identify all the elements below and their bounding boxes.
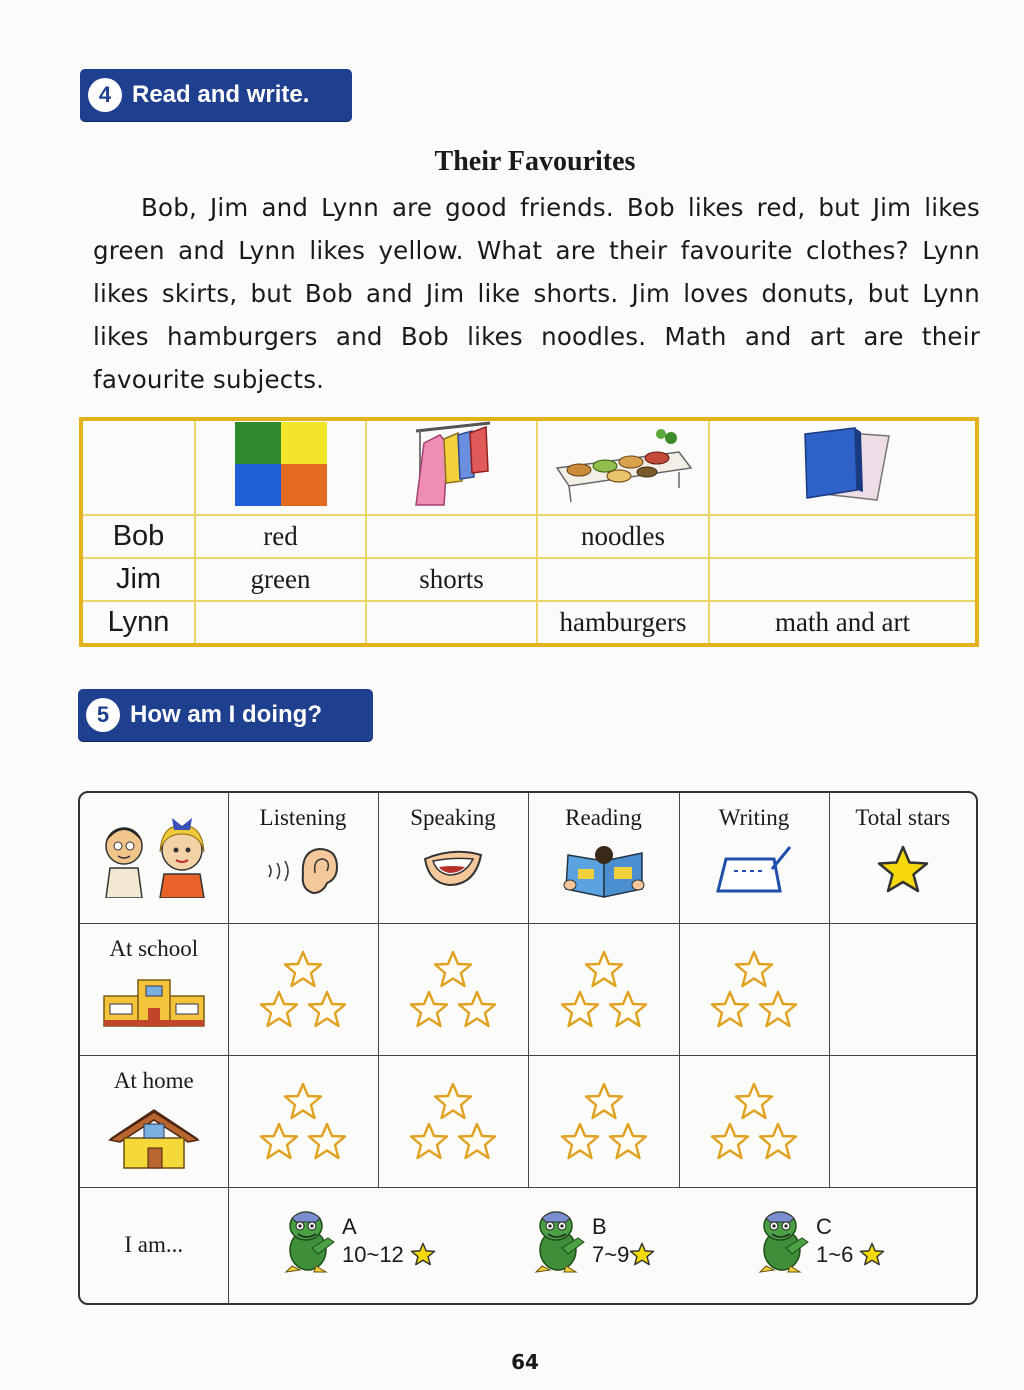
grade-b — [532, 1208, 655, 1274]
star-icon — [629, 1242, 655, 1266]
grade-letter: C — [816, 1214, 832, 1239]
food-cell: noodles — [537, 515, 709, 558]
food-icon — [553, 424, 693, 504]
clothes-cell — [366, 515, 537, 558]
person-name: Bob — [81, 515, 195, 558]
favourites-row — [81, 601, 977, 645]
total-stars-label: Total stars — [855, 805, 951, 830]
at-home-row — [80, 1055, 976, 1187]
subject-header-cell — [709, 419, 977, 515]
grade-a — [282, 1208, 436, 1274]
food-cell — [537, 558, 709, 601]
rating-stars[interactable] — [228, 1055, 378, 1187]
kids-cell — [80, 793, 228, 923]
rating-stars[interactable] — [228, 923, 378, 1055]
subject-cell: math and art — [709, 601, 977, 645]
speaking-header — [378, 793, 528, 923]
frog-mascot-icon — [756, 1208, 812, 1274]
subject-cell — [709, 558, 977, 601]
grade-c — [756, 1208, 885, 1274]
favourites-table — [79, 417, 979, 647]
person-name: Jim — [81, 558, 195, 601]
star-group[interactable] — [407, 1082, 499, 1162]
i-am-label: I am... — [124, 1232, 184, 1258]
person-name: Lynn — [81, 601, 195, 645]
total-star-icon — [876, 845, 930, 893]
star-group[interactable] — [257, 950, 349, 1030]
skills-header-row — [80, 793, 976, 923]
rating-stars[interactable] — [528, 1055, 679, 1187]
section-title: Read and write. — [132, 81, 310, 108]
reading-book-icon — [562, 845, 646, 899]
at-school-row — [80, 923, 976, 1055]
color-cell: green — [195, 558, 366, 601]
reading-header — [528, 793, 679, 923]
rating-stars[interactable] — [378, 1055, 528, 1187]
at-home-label: At home — [113, 1067, 194, 1093]
color-cell — [195, 601, 366, 645]
favourites-header-row — [81, 419, 977, 515]
story-paragraph: Bob, Jim and Lynn are good friends. Bob likes red, but Jim likes green and Lynn likes yellow. What are their favourite clothes? Lynn likes skirts, but Bob and Jim like shorts. Jim loves donuts, but Lynn likes hamburgers and Bob likes noodles. Math and art are their favourite subjects. — [93, 193, 980, 394]
star-group[interactable] — [407, 950, 499, 1030]
star-icon — [410, 1242, 436, 1266]
color-cell: red — [195, 515, 366, 558]
star-group[interactable] — [558, 1082, 650, 1162]
section-number: 4 — [88, 78, 122, 112]
grade-letter: B — [592, 1214, 607, 1239]
section-number: 5 — [86, 698, 120, 732]
mouth-icon — [421, 845, 485, 889]
empty-header-cell — [81, 419, 195, 515]
grade-range-value: 7~9 — [592, 1242, 630, 1267]
grade-range — [592, 1241, 655, 1269]
books-icon — [795, 426, 891, 502]
writing-header — [679, 793, 829, 923]
total-cell[interactable] — [829, 1055, 976, 1187]
listening-header — [228, 793, 378, 923]
reading-label: Reading — [565, 805, 642, 830]
grade-range-value: 10~12 — [342, 1242, 404, 1267]
at-school-cell — [80, 923, 228, 1055]
page-number: 64 — [511, 1350, 539, 1374]
grade-range-value: 1~6 — [816, 1242, 854, 1267]
frog-mascot-icon — [282, 1208, 338, 1274]
grade-letter: A — [342, 1214, 357, 1239]
grade-range — [342, 1241, 436, 1269]
school-icon — [102, 976, 206, 1028]
grade-range — [816, 1241, 885, 1269]
colors-icon — [235, 422, 327, 506]
star-group[interactable] — [558, 950, 650, 1030]
favourites-row — [81, 515, 977, 558]
star-group[interactable] — [257, 1082, 349, 1162]
frog-mascot-icon — [532, 1208, 588, 1274]
writing-label: Writing — [718, 805, 790, 830]
clothes-cell: shorts — [366, 558, 537, 601]
house-icon — [108, 1108, 200, 1170]
rating-stars[interactable] — [679, 923, 829, 1055]
colors-header-cell — [195, 419, 366, 515]
star-icon — [859, 1242, 885, 1266]
children-icon — [92, 812, 216, 898]
section-5-badge — [78, 689, 373, 741]
star-group[interactable] — [708, 1082, 800, 1162]
writing-pad-icon — [714, 845, 794, 897]
clothes-header-cell — [366, 419, 537, 515]
story-title: Their Favourites — [434, 146, 636, 177]
rating-stars[interactable] — [679, 1055, 829, 1187]
ear-icon — [261, 845, 345, 897]
favourites-row — [81, 558, 977, 601]
section-title: How am I doing? — [130, 701, 322, 728]
at-school-label: At school — [109, 935, 199, 961]
subject-cell — [709, 515, 977, 558]
food-header-cell — [537, 419, 709, 515]
section-4-badge — [80, 69, 352, 121]
rating-stars[interactable] — [378, 923, 528, 1055]
i-am-cell — [80, 1187, 228, 1303]
clothes-rack-icon — [410, 421, 494, 507]
star-group[interactable] — [708, 950, 800, 1030]
rating-stars[interactable] — [528, 923, 679, 1055]
clothes-cell — [366, 601, 537, 645]
speaking-label: Speaking — [410, 805, 496, 830]
total-cell[interactable] — [829, 923, 976, 1055]
food-cell: hamburgers — [537, 601, 709, 645]
listening-label: Listening — [259, 805, 347, 830]
at-home-cell — [80, 1055, 228, 1187]
total-stars-header — [829, 793, 976, 923]
